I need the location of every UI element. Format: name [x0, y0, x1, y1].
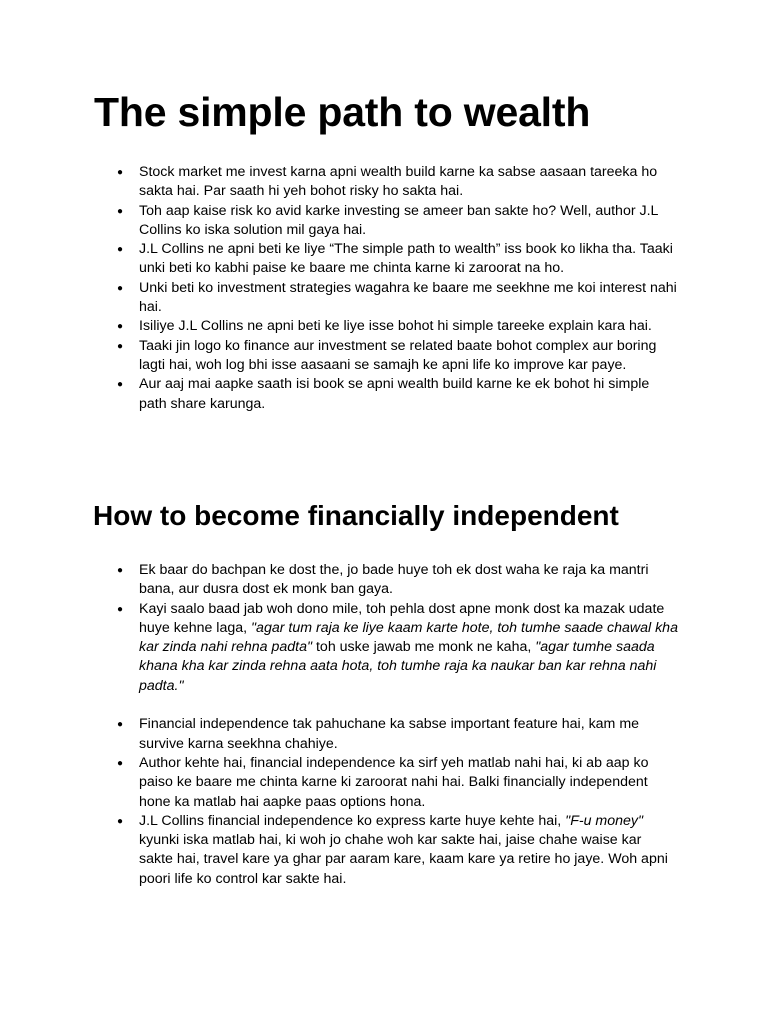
list-item [116, 317, 679, 336]
bullet-icon: ● [116, 282, 124, 294]
bullet-icon: ● [116, 244, 124, 256]
list-item-text: Ek baar do bachpan ke dost the, jo bade huye toh ek dost waha ke raja ka mantri bana, aur dusra dost ek monk ban gaya. [139, 562, 649, 598]
quote-italic: "agar tumhe saada khana kha kar zinda rehna aata hota, toh tumhe raja ka naukar ban kar rehna nahi padta." [139, 639, 657, 694]
list-item-text: Taaki jin logo ko finance aur investment se related baate bohot complex aur boring lagti hai, woh log bhi isse aasaani se samajh ke apni life ko improve kar paye. [139, 337, 657, 373]
quote-italic: "agar tum raja ke liye kaam karte hote, toh tumhe saade chawal kha kar zinda nahi rehna padta" [139, 619, 678, 656]
list-item [116, 279, 679, 318]
list-item [116, 715, 679, 754]
list-item-text: Author kehte hai, financial independence ka sirf yeh matlab nahi hai, ki ab aap ko paiso ke baare me chinta karne ki zaroorat nahi hai. Balki financially independent hone ka matlab hai aapke paas options hona. [139, 754, 649, 810]
bullet-icon: ● [116, 321, 124, 333]
bullet-icon: ● [116, 815, 124, 827]
list-item [116, 812, 679, 889]
bullet-icon: ● [116, 719, 124, 731]
bullet-icon: ● [116, 379, 124, 391]
list-item-text: Aur aaj mai aapke saath isi book se apni wealth build karne ke ek bohot hi simple path share karunga. [139, 376, 650, 412]
text-run: kyunki iska matlab hai, ki woh jo chahe woh kar sakte hai, jaise chahe waise kar sakte hai, travel kare ya ghar par aaram kare, kaam kare ya retire ho jaye. Woh apni poori life ko control kar sakte hai. [139, 832, 668, 887]
list-item [116, 754, 679, 812]
bullet-list-section-2 [116, 561, 679, 889]
text-run: J.L Collins financial independence ko express karte huye kehte hai, [139, 812, 566, 829]
list-item-text: Unki beti ko investment strategies wagahra ke baare me seekhne me koi interest nahi hai. [139, 279, 677, 316]
list-item-text: Isiliye J.L Collins ne apni beti ke liye isse bohot hi simple tareeke explain kara hai. [139, 318, 652, 335]
bullet-list-section-1 [116, 163, 679, 414]
list-item-text: J.L Collins ne apni beti ke liye “The simple path to wealth” iss book ko likha tha. Taaki unki beti ko kabhi paise ke baare me chinta karne ki zaroorat na ho. [139, 241, 673, 277]
list-item-text: Financial independence tak pahuchane ka sabse important feature hai, kam me survive karna seekhna chahiye. [139, 716, 640, 752]
list-item [116, 561, 679, 600]
list-item-text [139, 813, 668, 887]
text-run: Kayi saalo baad jab woh dono mile, toh pehla dost apne monk dost ka mazak udate huye kehne laga, [139, 600, 665, 636]
bullet-icon: ● [116, 603, 124, 615]
quote-italic: "F-u money" [565, 812, 644, 829]
bullet-icon: ● [116, 340, 124, 352]
section-heading: How to become financially independent [93, 500, 619, 531]
list-item [116, 240, 679, 279]
bullet-icon: ● [116, 205, 124, 217]
bullet-icon: ● [116, 167, 124, 178]
list-item-text: Stock market me invest karna apni wealth build karne ka sabse aasaan tareeka ho sakta hai. Par saath hi yeh bohot risky ho sakta hai. [139, 164, 658, 200]
list-item-text: Toh aap kaise risk ko avid karke investing se ameer ban sakte ho? Well, author J.L Collins ko iska solution mil gaya hai. [139, 202, 658, 238]
list-item [116, 375, 679, 414]
list-item-text [139, 601, 678, 694]
list-item [116, 202, 679, 241]
text-run: toh uske jawab me monk ne kaha, [312, 639, 536, 656]
bullet-icon: ● [116, 757, 124, 769]
list-item [116, 337, 679, 376]
document-title: The simple path to wealth [94, 89, 591, 135]
bullet-icon: ● [116, 565, 124, 576]
list-item [116, 600, 679, 696]
list-item [116, 163, 679, 202]
